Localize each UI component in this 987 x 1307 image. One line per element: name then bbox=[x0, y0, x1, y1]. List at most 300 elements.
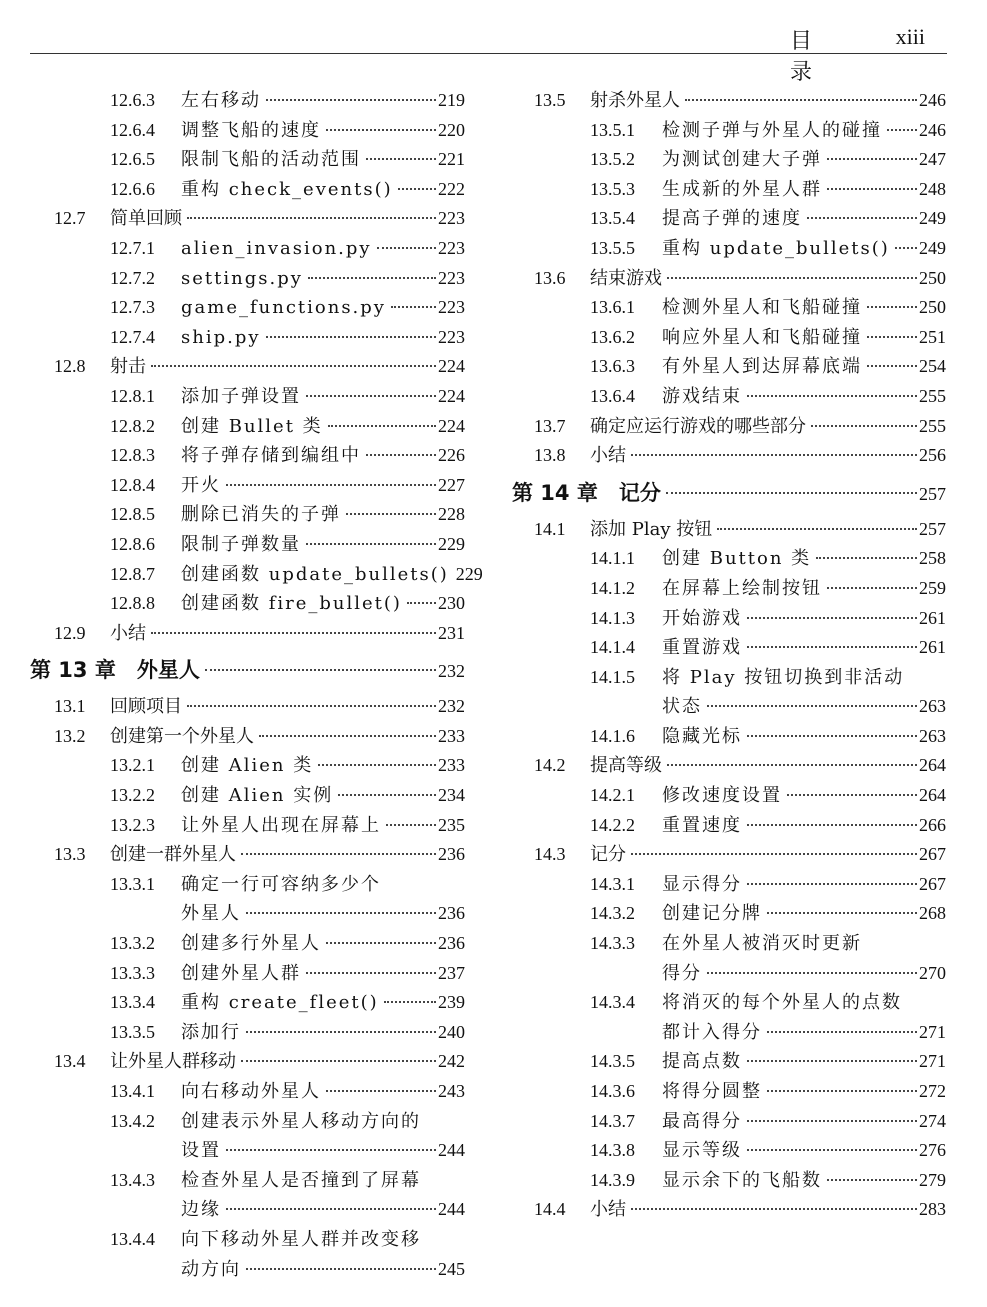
page-ref: 255 bbox=[919, 415, 946, 436]
title-line bbox=[181, 1136, 465, 1166]
title-line bbox=[590, 1195, 946, 1225]
section-title: 重置游戏 bbox=[662, 637, 742, 659]
page-ref: 263 bbox=[919, 696, 946, 717]
section-number: 14.3.2 bbox=[590, 903, 635, 924]
page-ref: 234 bbox=[438, 785, 465, 806]
section-number: 13.4.1 bbox=[110, 1081, 155, 1101]
section-number: 13.3.5 bbox=[110, 1021, 155, 1042]
dot-leader bbox=[707, 972, 917, 974]
title-line bbox=[110, 722, 465, 752]
section-title: 重构 update_bullets() bbox=[662, 237, 890, 259]
dot-leader bbox=[187, 705, 436, 707]
dot-leader bbox=[386, 824, 436, 826]
toc-entry-first-line[interactable] bbox=[512, 929, 946, 959]
section-number: 14.3.4 bbox=[590, 992, 635, 1013]
title-line bbox=[662, 692, 946, 722]
toc-entry[interactable] bbox=[512, 840, 946, 870]
title-line bbox=[181, 293, 465, 323]
section-title: 射击 bbox=[110, 356, 146, 378]
dot-leader bbox=[867, 306, 917, 308]
dot-leader bbox=[266, 336, 436, 338]
page-ref: 231 bbox=[438, 622, 465, 643]
dot-leader bbox=[816, 557, 917, 559]
title-line bbox=[181, 1255, 465, 1285]
dot-leader bbox=[366, 454, 436, 456]
title-line bbox=[662, 1047, 946, 1077]
dot-leader bbox=[867, 336, 917, 338]
section-number: 14.2.1 bbox=[590, 785, 635, 806]
toc-entry[interactable] bbox=[30, 264, 465, 294]
dot-leader bbox=[318, 764, 436, 766]
section-title: 为测试创建大子弹 bbox=[662, 149, 822, 171]
dot-leader bbox=[328, 425, 436, 427]
dot-leader bbox=[895, 247, 917, 249]
dot-leader bbox=[205, 669, 436, 671]
toc-entry[interactable] bbox=[512, 1077, 946, 1107]
toc-entry[interactable] bbox=[512, 781, 946, 811]
section-title: 创建 Alien 类 bbox=[181, 755, 314, 777]
section-number: 13.5.3 bbox=[590, 178, 635, 199]
toc-entry[interactable] bbox=[30, 175, 465, 205]
title-line bbox=[662, 811, 946, 841]
dot-leader bbox=[391, 306, 436, 308]
section-number: 14.4 bbox=[534, 1199, 566, 1220]
toc-entry[interactable] bbox=[512, 811, 946, 841]
section-number: 14.3.5 bbox=[590, 1051, 635, 1072]
toc-entry[interactable] bbox=[512, 899, 946, 929]
section-title: 有外星人到达屏幕底端 bbox=[662, 356, 862, 378]
section-number: 13.6.2 bbox=[590, 326, 635, 347]
toc-entry[interactable] bbox=[30, 589, 465, 619]
chapter-title-line bbox=[512, 471, 946, 516]
dot-leader bbox=[338, 794, 436, 796]
dot-leader bbox=[887, 129, 917, 131]
section-title: 创建表示外星人移动方向的 bbox=[181, 1110, 421, 1132]
toc-entry[interactable] bbox=[512, 870, 946, 900]
toc-left-column bbox=[30, 86, 483, 1284]
section-number: 12.8.7 bbox=[110, 563, 155, 584]
toc-entry[interactable] bbox=[512, 692, 946, 722]
dot-leader bbox=[384, 1001, 436, 1003]
toc-entry[interactable] bbox=[30, 959, 465, 989]
section-title: 得分 bbox=[662, 962, 702, 984]
dot-leader bbox=[667, 764, 917, 766]
title-line bbox=[110, 204, 465, 234]
title-line bbox=[590, 86, 946, 116]
section-title: ship.py bbox=[181, 326, 261, 348]
toc-entry[interactable] bbox=[30, 560, 483, 590]
chapter-entry[interactable] bbox=[512, 471, 946, 515]
section-title: settings.py bbox=[181, 267, 303, 289]
title-line bbox=[662, 293, 946, 323]
toc-entry-first-line[interactable] bbox=[30, 1107, 465, 1137]
toc-entry[interactable] bbox=[30, 929, 465, 959]
toc-entry[interactable] bbox=[512, 145, 946, 175]
title-line bbox=[181, 1195, 465, 1225]
toc-entry[interactable] bbox=[512, 293, 946, 323]
page-ref: 239 bbox=[438, 992, 465, 1013]
page-ref: 224 bbox=[438, 356, 465, 377]
dot-leader bbox=[631, 853, 917, 855]
toc-entry[interactable] bbox=[512, 204, 946, 234]
page-ref: 250 bbox=[919, 297, 946, 318]
toc-entry[interactable] bbox=[30, 811, 465, 841]
toc-entry[interactable] bbox=[30, 1018, 465, 1048]
section-number: 14.1.6 bbox=[590, 725, 635, 746]
page-ref: 271 bbox=[919, 1021, 946, 1042]
section-title: 限制飞船的活动范围 bbox=[181, 149, 361, 171]
section-number: 12.8.6 bbox=[110, 533, 155, 554]
section-number: 13.3.2 bbox=[110, 933, 155, 954]
title-line bbox=[181, 323, 465, 353]
section-number: 12.9 bbox=[54, 622, 86, 643]
section-title: 让外星人出现在屏幕上 bbox=[181, 814, 381, 836]
dot-leader bbox=[151, 365, 436, 367]
title-line bbox=[181, 412, 465, 442]
toc-entry[interactable] bbox=[512, 86, 946, 116]
page-ref: 261 bbox=[919, 637, 946, 658]
page-ref: 230 bbox=[438, 593, 465, 614]
toc-entry[interactable] bbox=[512, 234, 946, 264]
title-line bbox=[662, 204, 946, 234]
title-line bbox=[662, 604, 946, 634]
section-title: 添加 Play 按钮 bbox=[590, 518, 713, 540]
section-title: 小结 bbox=[590, 445, 626, 467]
toc-entry[interactable] bbox=[30, 116, 465, 146]
section-title: 检测外星人和飞船碰撞 bbox=[662, 297, 862, 319]
dot-leader bbox=[747, 1060, 917, 1062]
dot-leader bbox=[407, 602, 436, 604]
dot-leader bbox=[747, 735, 917, 737]
section-title: 限制子弹数量 bbox=[181, 533, 301, 555]
page-ref: 248 bbox=[919, 178, 946, 199]
toc-entry[interactable] bbox=[512, 175, 946, 205]
section-title: 调整飞船的速度 bbox=[181, 119, 321, 141]
page-ref: 259 bbox=[919, 577, 946, 598]
title-line bbox=[662, 781, 946, 811]
page-ref: 222 bbox=[438, 178, 465, 199]
page-ref: 233 bbox=[438, 725, 465, 746]
dot-leader bbox=[226, 1149, 436, 1151]
dot-leader bbox=[717, 528, 917, 530]
section-number: 13.5.4 bbox=[590, 208, 635, 229]
dot-leader bbox=[807, 217, 917, 219]
section-title: game_functions.py bbox=[181, 297, 386, 319]
section-number: 12.6.5 bbox=[110, 149, 155, 170]
section-title: 创建外星人群 bbox=[181, 962, 301, 984]
section-number: 13.8 bbox=[534, 445, 566, 466]
section-number: 12.6.3 bbox=[110, 90, 155, 110]
dot-leader bbox=[151, 632, 436, 634]
toc-entry[interactable] bbox=[30, 382, 465, 412]
toc-entry[interactable] bbox=[512, 1047, 946, 1077]
page-ref: 244 bbox=[438, 1199, 465, 1220]
page-ref: 274 bbox=[919, 1110, 946, 1131]
toc-entry-first-line[interactable] bbox=[30, 1166, 465, 1196]
dot-leader bbox=[685, 99, 917, 101]
chapter-title-line bbox=[30, 648, 465, 693]
page-ref: 228 bbox=[438, 504, 465, 525]
section-title: 开始游戏 bbox=[662, 607, 742, 629]
section-number: 13.6.1 bbox=[590, 297, 635, 318]
title-line bbox=[590, 441, 946, 471]
section-number: 14.1.2 bbox=[590, 577, 635, 598]
title-line bbox=[181, 86, 465, 116]
dot-leader bbox=[767, 912, 917, 914]
page-ref: 264 bbox=[919, 785, 946, 806]
toc-entry-first-line[interactable] bbox=[30, 1225, 465, 1255]
page-ref: 249 bbox=[919, 237, 946, 258]
page-ref: 223 bbox=[438, 237, 465, 258]
section-title: 都计入得分 bbox=[662, 1021, 762, 1043]
chapter-title: 第 13 章 外星人 bbox=[30, 658, 200, 683]
section-title: 创建函数 update_bullets() bbox=[181, 563, 449, 585]
page-ref: 223 bbox=[438, 267, 465, 288]
section-title: 添加子弹设置 bbox=[181, 385, 301, 407]
section-number: 12.7.3 bbox=[110, 297, 155, 318]
page-ref: 236 bbox=[438, 844, 465, 865]
toc-entry[interactable] bbox=[30, 352, 465, 382]
section-number: 14.2.2 bbox=[590, 814, 635, 835]
section-number: 13.6.4 bbox=[590, 385, 635, 406]
title-line bbox=[181, 1018, 465, 1048]
toc-entry-first-line[interactable] bbox=[30, 870, 465, 900]
section-number: 13.2.3 bbox=[110, 814, 155, 835]
title-line bbox=[590, 515, 946, 545]
dot-leader bbox=[187, 217, 436, 219]
page-ref: 219 bbox=[438, 90, 465, 110]
section-title: 隐藏光标 bbox=[662, 725, 742, 747]
section-number: 13.3.1 bbox=[110, 873, 155, 894]
section-number: 13.7 bbox=[534, 415, 566, 436]
section-number: 13.2 bbox=[54, 725, 86, 746]
section-title: 最高得分 bbox=[662, 1110, 742, 1132]
section-title: 创建多行外星人 bbox=[181, 933, 321, 955]
section-number: 12.8.4 bbox=[110, 474, 155, 495]
section-title: 提高点数 bbox=[662, 1051, 742, 1073]
toc-entry[interactable] bbox=[30, 1195, 465, 1225]
title-line bbox=[181, 959, 465, 989]
section-title: 将 Play 按钮切换到非活动 bbox=[662, 666, 905, 688]
dot-leader bbox=[241, 853, 436, 855]
title-line bbox=[110, 692, 465, 722]
title-line bbox=[590, 264, 946, 294]
toc-entry[interactable] bbox=[512, 323, 946, 353]
section-title: 显示余下的飞船数 bbox=[662, 1169, 822, 1191]
title-line bbox=[110, 1047, 465, 1077]
section-title: 添加行 bbox=[181, 1021, 241, 1043]
toc-entry[interactable] bbox=[512, 1166, 946, 1196]
toc-entry[interactable] bbox=[30, 840, 465, 870]
dot-leader bbox=[306, 972, 436, 974]
dot-leader bbox=[326, 129, 436, 131]
toc-entry[interactable] bbox=[30, 899, 465, 929]
page-ref: 224 bbox=[438, 415, 465, 436]
toc-entry[interactable] bbox=[30, 86, 465, 116]
section-number: 14.2 bbox=[534, 755, 566, 776]
toc-entry[interactable] bbox=[512, 1136, 946, 1166]
section-number: 14.1.4 bbox=[590, 637, 635, 658]
section-title: 创建 Bullet 类 bbox=[181, 415, 323, 437]
section-title: 射杀外星人 bbox=[590, 90, 680, 111]
section-title: 响应外星人和飞船碰撞 bbox=[662, 326, 862, 348]
section-title: 生成新的外星人群 bbox=[662, 178, 822, 200]
dot-leader bbox=[767, 1031, 917, 1033]
dot-leader bbox=[827, 188, 917, 190]
section-number: 14.1.3 bbox=[590, 607, 635, 628]
page-number: xiii bbox=[895, 24, 925, 49]
toc-entry[interactable] bbox=[512, 722, 946, 752]
title-line bbox=[662, 899, 946, 929]
toc-entry[interactable] bbox=[30, 619, 465, 649]
section-number: 14.3.8 bbox=[590, 1140, 635, 1161]
page-ref: 264 bbox=[919, 755, 946, 776]
section-number: 12.8.3 bbox=[110, 445, 155, 466]
toc-entry[interactable] bbox=[512, 382, 946, 412]
toc-entry[interactable] bbox=[512, 1018, 946, 1048]
section-title: 提高等级 bbox=[590, 755, 662, 777]
toc-entry[interactable] bbox=[30, 751, 465, 781]
page-ref: 249 bbox=[919, 208, 946, 229]
section-title: 在外星人被消灭时更新 bbox=[662, 933, 862, 955]
toc-entry[interactable] bbox=[512, 412, 946, 442]
section-number: 12.8.5 bbox=[110, 504, 155, 525]
toc-entry[interactable] bbox=[512, 441, 946, 471]
toc-entry[interactable] bbox=[30, 530, 465, 560]
section-title: 确定一行可容纳多少个 bbox=[181, 873, 381, 895]
toc-entry[interactable] bbox=[30, 1136, 465, 1166]
section-number: 13.4.4 bbox=[110, 1228, 155, 1249]
section-title: 边缘 bbox=[181, 1199, 221, 1221]
toc-entry[interactable] bbox=[30, 781, 465, 811]
page-ref: 236 bbox=[438, 933, 465, 954]
section-number: 14.3.6 bbox=[590, 1081, 635, 1101]
section-title: 小结 bbox=[590, 1199, 626, 1221]
dot-leader bbox=[306, 395, 436, 397]
toc-entry[interactable] bbox=[30, 988, 465, 1018]
title-line bbox=[110, 840, 465, 870]
toc-entry[interactable] bbox=[30, 500, 465, 530]
page-ref: 246 bbox=[919, 90, 946, 110]
page-ref: 250 bbox=[919, 267, 946, 288]
section-title: 显示得分 bbox=[662, 873, 742, 895]
page-ref: 257 bbox=[919, 518, 946, 539]
toc-entry[interactable] bbox=[512, 515, 946, 545]
toc-entry-first-line[interactable] bbox=[512, 988, 946, 1018]
dot-leader bbox=[226, 1208, 436, 1210]
toc-entry[interactable] bbox=[512, 264, 946, 294]
section-number: 14.1.1 bbox=[590, 548, 635, 569]
page-ref: 242 bbox=[438, 1051, 465, 1072]
toc-entry[interactable] bbox=[512, 574, 946, 604]
title-line bbox=[181, 500, 465, 530]
toc-entry[interactable] bbox=[512, 116, 946, 146]
page-ref: 261 bbox=[919, 607, 946, 628]
dot-leader bbox=[707, 705, 917, 707]
page-ref: 229 bbox=[438, 533, 465, 554]
toc-entry[interactable] bbox=[30, 692, 465, 722]
toc-entry-first-line[interactable] bbox=[512, 663, 946, 693]
section-number: 14.3.3 bbox=[590, 933, 635, 954]
toc-entry[interactable] bbox=[30, 204, 465, 234]
toc-entry[interactable] bbox=[30, 412, 465, 442]
section-number: 13.4.2 bbox=[110, 1110, 155, 1131]
section-title: 显示等级 bbox=[662, 1140, 742, 1162]
toc-entry[interactable] bbox=[30, 1047, 465, 1077]
section-title: 创建 Button 类 bbox=[662, 548, 812, 570]
toc-entry[interactable] bbox=[30, 293, 465, 323]
section-number: 13.6 bbox=[534, 267, 566, 288]
dot-leader bbox=[377, 247, 436, 249]
section-title: 重构 create_fleet() bbox=[181, 992, 379, 1014]
page-ref: 279 bbox=[919, 1169, 946, 1190]
toc-entry[interactable] bbox=[512, 751, 946, 781]
dot-leader bbox=[767, 1090, 917, 1092]
dot-leader bbox=[827, 587, 917, 589]
toc-entry[interactable] bbox=[30, 1077, 465, 1107]
dot-leader bbox=[747, 824, 917, 826]
chapter-entry[interactable] bbox=[30, 648, 465, 692]
title-line bbox=[181, 116, 465, 146]
toc-entry[interactable] bbox=[512, 604, 946, 634]
page-ref: 283 bbox=[919, 1199, 946, 1220]
page-ref: 232 bbox=[438, 661, 465, 682]
page-ref: 236 bbox=[438, 903, 465, 924]
section-number: 13.3.3 bbox=[110, 962, 155, 983]
dot-leader bbox=[266, 99, 436, 101]
title-line bbox=[662, 175, 946, 205]
title-line bbox=[181, 382, 465, 412]
section-number: 12.6.4 bbox=[110, 119, 155, 140]
toc-entry[interactable] bbox=[512, 352, 946, 382]
toc-entry[interactable] bbox=[30, 1255, 465, 1285]
title-line bbox=[181, 530, 465, 560]
toc-entry[interactable] bbox=[30, 145, 465, 175]
toc-entry[interactable] bbox=[30, 471, 465, 501]
page-ref: 276 bbox=[919, 1140, 946, 1161]
toc-entry[interactable] bbox=[512, 633, 946, 663]
toc-entry[interactable] bbox=[30, 722, 465, 752]
page-ref: 251 bbox=[919, 326, 946, 347]
title-line bbox=[662, 1018, 946, 1048]
title-line bbox=[181, 560, 483, 590]
page-ref: 233 bbox=[438, 755, 465, 776]
toc-entry[interactable] bbox=[512, 1195, 946, 1225]
page-ref: 255 bbox=[919, 385, 946, 406]
page-ref: 263 bbox=[919, 725, 946, 746]
section-title: alien_invasion.py bbox=[181, 237, 372, 259]
toc-entry[interactable] bbox=[30, 441, 465, 471]
page-ref: 245 bbox=[438, 1258, 465, 1279]
toc-entry[interactable] bbox=[30, 234, 465, 264]
section-number: 12.8.2 bbox=[110, 415, 155, 436]
dot-leader bbox=[667, 277, 917, 279]
toc-entry[interactable] bbox=[30, 323, 465, 353]
section-number: 12.8 bbox=[54, 356, 86, 377]
title-line bbox=[662, 323, 946, 353]
page-ref: 226 bbox=[438, 445, 465, 466]
page-ref: 246 bbox=[919, 119, 946, 140]
section-number: 13.4.3 bbox=[110, 1169, 155, 1190]
toc-entry[interactable] bbox=[512, 1107, 946, 1137]
toc-entry[interactable] bbox=[512, 959, 946, 989]
section-title: 创建 Alien 实例 bbox=[181, 785, 334, 807]
section-number: 13.2.1 bbox=[110, 755, 155, 776]
toc-entry[interactable] bbox=[512, 544, 946, 574]
page-ref: 223 bbox=[438, 297, 465, 318]
dot-leader bbox=[326, 942, 436, 944]
dot-leader bbox=[747, 1120, 917, 1122]
